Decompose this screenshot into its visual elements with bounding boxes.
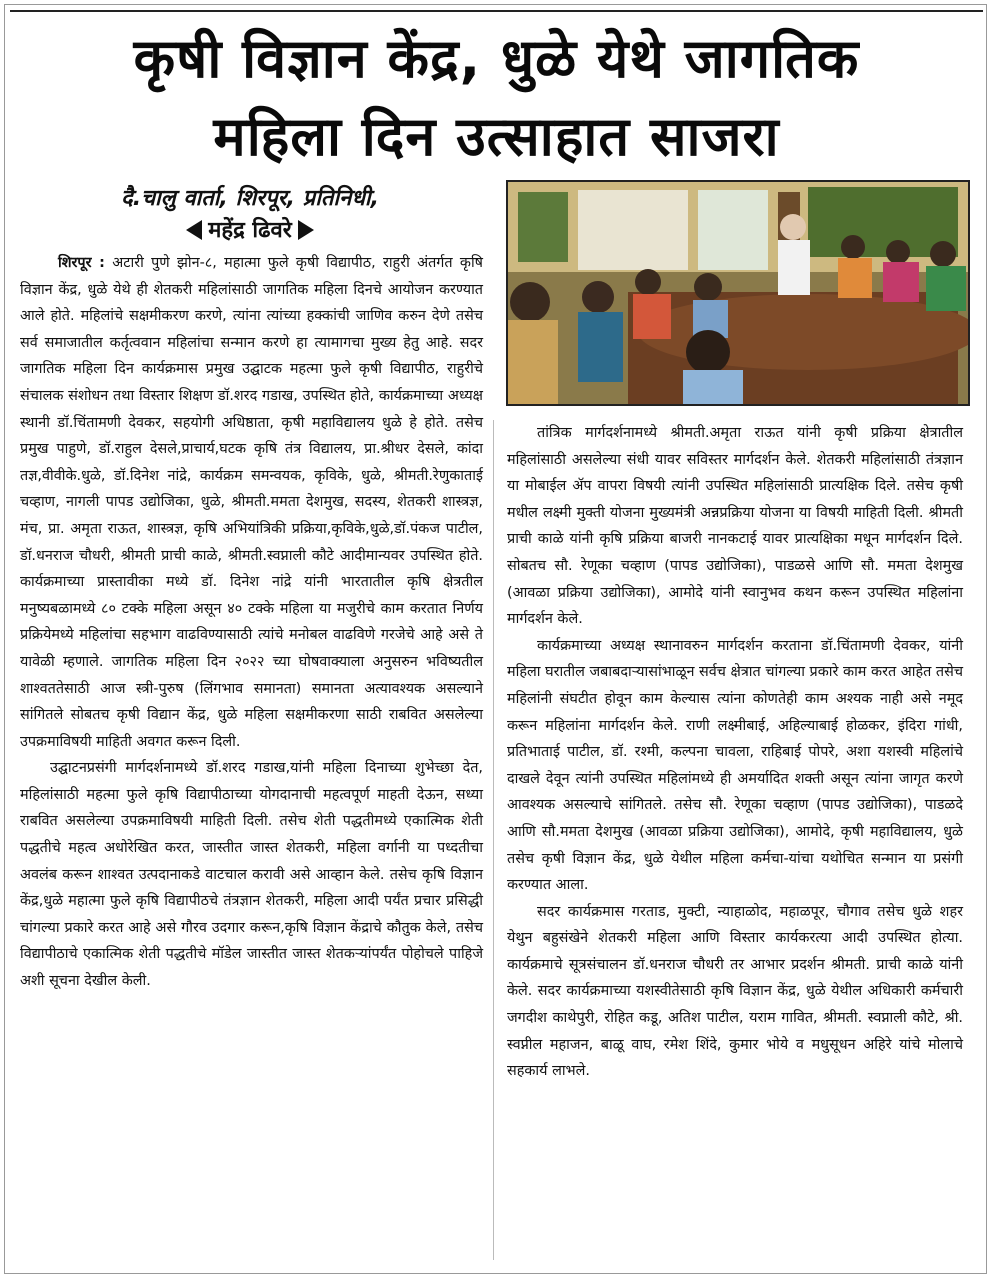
right-column xyxy=(507,420,963,1085)
byline xyxy=(20,183,480,247)
headline-line-1: कृषी विज्ञान केंद्र, धुळे येथे जागतिक xyxy=(133,27,860,90)
right-paragraph-3: सदर कार्यक्रमास गरताड, मुक्टी, न्याहाळोद, महाळपूर, चौगाव तसेच धुळे शहर येथुन बहुसंखेने शेतकरी महिला आणि विस्तार कार्यकरत्या आदी उपस्थित होत्या. कार्यक्रमाचे सूत्रसंचालन डॉ.धनराज चौधरी तर आभार प्रदर्शन श्रीमती. प्राची काळे यांनी केले. सदर कार्यक्रमाच्या यशस्वीतेसाठी कृषि विज्ञान केंद्र, धुळे येथील अधिकारी कर्मचारी जगदीश काथेपुरी, रोहित कडू, अतिश पाटील, यराम गावित, श्रीमती. स्वप्नाली कौटे, श्री. स्वप्नील महाजन, बाळू वाघ, रमेश शिंदे, कुमार भोये व मधुसूधन अहिरे यांचे मोलाचे सहकार्य लाभले. xyxy=(507,903,963,1080)
photo-illustration xyxy=(508,182,968,404)
headline xyxy=(10,20,983,176)
column-divider xyxy=(493,420,494,1260)
dateline: शिरपूर : xyxy=(58,255,105,271)
left-paragraph-1-text: अटारी पुणे झोन-८, महात्मा फुले कृषी विद्यापीठ, राहुरी अंतर्गत कृषि विज्ञान केंद्र, धुळे येथे ही शेतकरी महिलांसाठी जागतिक महिला दिनचे आयोजन करण्यात आले होते. महिलांचे सक्षमीकरण करणे, त्यांना त्यांच्या हक्कांची जाणिव करुन देणे तसेच सर्व समाजातील कर्तृत्ववान महिलांचा सन्मान करणे हा त्यामागचा मुख्य हेतु आहे. सदर जागतिक महिला दिन कार्यक्रमास प्रमुख उद्घाटक महत्मा फुले कृषी विद्यापीठ, राहुरीचे संचालक संशोधन तथा विस्तार शिक्षण डॉ.शरद गडाख, उपस्थित होते, कार्यक्रमाच्या अध्यक्ष स्थानी डॉ.चिंतामणी देवकर, सहयोगी अधिष्ठाता, कृषी महाविद्यालय धुळे हे होते. तसेच प्रमुख पाहुणे, डॉ.राहुल देसले,प्राचार्य,घटक कृषि तंत्र विद्यालय, प्रा.श्रीधर देसले, कांदा तज्ञ,वीवीके.धुळे, डॉ.दिनेश नांद्रे, कार्यक्रम समन्वयक, कृविके, धुळे, श्रीमती.रेणुकाताई चव्हाण, नागली पापड उद्योजिका, धुळे, श्रीमती.ममता देशमुख, सदस्य, शेतकरी शास्त्रज्ञ, मंच, प्रा. अमृता राऊत, शास्त्रज्ञ, कृषि अभियांत्रिकी प्रक्रिया,कृविके,धुळे,डॉ.पंकज पाटील, डॉ.धनराज चौधरी, श्रीमती प्राची काळे, श्रीमती.स्वप्नाली कौटे आदीमान्यवर उपस्थित होते. कार्यक्रमाच्या प्रास्तावीका मध्ये डॉ. दिनेश नांद्रे यांनी भारतातील कृषि क्षेत्रतील मनुष्यबळामध्ये ८० टक्के महिला असून ४० टक्के महिला या मजुरीचे काम करतात निर्णय प्रक्रियेमध्ये महिलांचा सहभाग वाढविण्यासाठी त्यांचे मनोबल वाढविणे गरजेचे आहे असे ते यावेळी म्हणाले. जागतिक महिला दिन २०२२ च्या घोषवाक्याला अनुसरुन भविष्यतील शाश्वततेसाठी आज स्त्री-पुरुष (लिंगभाव समानता) समानता अत्यावश्यक असल्याने सांगितले सोबतच कृषी विद्यान केंद्र, धुळे महिला सक्षमीकरणा साठी राबवित असलेल्या उपक्रमाविषयी माहिती अवगत करून दिली. xyxy=(20,255,483,750)
left-arrow-icon xyxy=(186,220,202,240)
left-column xyxy=(20,250,483,995)
byline-source: दै.चालु वार्ता, शिरपूर, प्रतिनिधी, xyxy=(121,186,379,211)
news-photo xyxy=(506,180,970,406)
left-paragraph-2: उद्घाटनप्रसंगी मार्गदर्शनामध्ये डॉ.शरद गडाख,यांनी महिला दिनाच्या शुभेच्छा देत, महिलांसाठी महत्मा फुले कृषि विद्यापीठाच्या योगदानाची महत्वपूर्ण माहती देऊन, सध्या राबवित असलेल्या उपक्रमाविषयी माहिती दिली. तसेच शेती पद्धतीमध्ये एकात्मिक शेती पद्धतीचे महत्व अधोरेखित करत, जास्तीत जास्त शेतकरी, महिला वर्गानी या पध्दतीचा अवलंब करून शाश्वत उत्पदानाकडे वाटचाल करावी असे आव्हान केले. तसेच कृषि विज्ञान केंद्र,धुळे महात्मा फुले कृषि विद्यापीठचे तंत्रज्ञान शेतकरी, महिला आदी पर्यंत प्रचार प्रसिद्धी चांगल्या प्रकारे करत आहे असे गौरव उदगार करून,कृषि विज्ञान केंद्राचे कौतुक केले, तसेच विद्यापीठाचे एकात्मिक शेती पद्धतीचे मॉडेल जास्तीत जास्त शेतकऱ्यांपर्यंत पोहोचले पाहिजे अशी सूचना देखील केली. xyxy=(20,760,483,990)
byline-author: महेंद्र ढिवरे xyxy=(208,218,292,243)
right-arrow-icon xyxy=(298,220,314,240)
top-rule xyxy=(10,10,983,12)
headline-line-2: महिला दिन उत्साहात साजरा xyxy=(213,105,780,168)
byline-author-row xyxy=(20,215,480,247)
right-paragraph-2: कार्यक्रमाच्या अध्यक्ष स्थानावरुन मार्गदर्शन करताना डॉ.चिंतामणी देवकर, यांनी महिला घरातील जबाबदाऱ्यासांभाळून सर्वच क्षेत्रात चांगल्या प्रकारे काम करत आहेत तसेच महिलांनी संघटीत होवून काम केल्यास त्यांना कोणतेही काम अश्यक नाही असे नमूद करून महिलांना मार्गदर्शन केले. राणी लक्ष्मीबाई, अहिल्याबाई होळकर, इंदिरा गांधी, प्रतिभाताई पाटील, डॉ. रश्मी, कल्पना चावला, राहिबाई पोपरे, अशा यशस्वी महिलांचे दाखले देवून त्यांनी उपस्थित महिलांमध्ये ही अमर्यादित शक्ती असून त्यांना जागृत करणे आवश्यक असल्याचे सांगितले. तसेच सौ. रेणूका चव्हाण (पापड उद्योजिका), पाडळदे आणि सौ.ममता देशमुख (आवळा प्रक्रिया उद्योजिका), आमोदे, कृषी महाविद्यालय, धुळे तसेच कृषी विज्ञान केंद्र, धुळे येथील महिला कर्मचा-यांचा यथोचित सन्मान या प्रसंगी करण्यात आला. xyxy=(507,637,963,894)
right-paragraph-1: तांत्रिक मार्गदर्शनामध्ये श्रीमती.अमृता राऊत यांनी कृषी प्रक्रिया क्षेत्रातील महिलांसाठी असलेल्या संधी यावर सविस्तर मार्गदर्शन केले. शेतकरी महिलांसाठी तंत्रज्ञान या मोबाईल ॲप वापरा विषयी त्यांनी उपस्थित महिलांसाठी प्रात्यक्षिक दिले. तसेच कृषी मधील लक्ष्मी मुक्ती योजना मुख्यमंत्री अन्नप्रक्रिया योजना या विषयी माहिती दिली. श्रीमती प्राची काळे यांनी कृषि प्रक्रिया बाजरी नानकटाई यावर प्रात्यक्षिका मधून मार्गदर्शन दिले. सोबतच सौ. रेणूका चव्हाण (पापड उद्योजिका), पाडळसे आणि सौ. ममता देशमुख (आवळा प्रक्रिया उद्योजिका), आमोदे यांनी स्वानुभव कथन करून उपस्थित महिलांना मार्गदर्शन केले. xyxy=(507,425,963,628)
left-paragraph-1 xyxy=(20,250,483,755)
